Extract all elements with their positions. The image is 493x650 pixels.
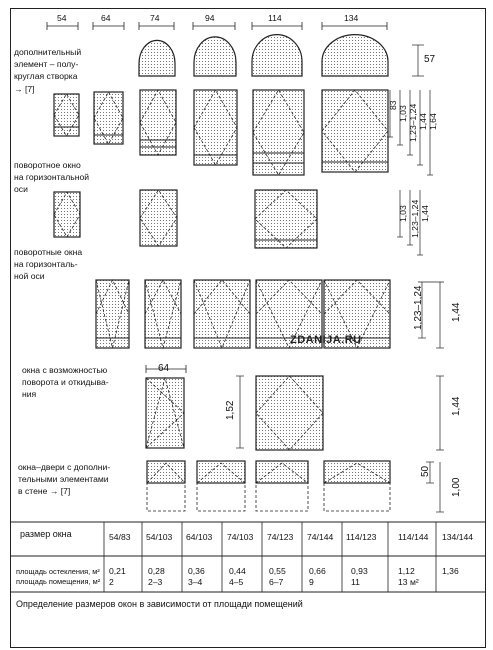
dim-row1-144: 1,44 (418, 113, 428, 130)
room-7: 13 м² (398, 577, 419, 587)
dim-row2-144: 1,44 (420, 205, 430, 222)
label-additional-1: дополнительный (14, 47, 82, 57)
dim-row1-164: 1,64 (428, 113, 438, 130)
glass-5: 0,66 (309, 566, 326, 576)
width-label-64: 64 (101, 13, 111, 23)
label-door-1: окна–двери с дополни- (18, 462, 111, 472)
room-label: площадь помещения, м² (16, 577, 101, 586)
arch-114 (252, 35, 302, 76)
window-74 (140, 90, 176, 155)
width-label-54: 54 (57, 13, 67, 23)
label-additional-4: → [7] (14, 84, 35, 94)
glass-3: 0,44 (229, 566, 246, 576)
dim-row5-a: 50 (420, 465, 431, 477)
dim-row4-mid: 1,52 (225, 400, 236, 420)
dim-row2-123: 1,23–1,24 (410, 199, 420, 238)
glass-4: 0,55 (269, 566, 286, 576)
label-tilt-turn-3: ния (22, 389, 37, 399)
label-tilt-turn-2: поворота и откидыва- (22, 377, 109, 387)
door-upper-panel (197, 461, 245, 483)
pivot-window-small (54, 192, 80, 237)
glass-6: 0,93 (351, 566, 368, 576)
label-pivot-multi-2: на горизонталь- (14, 259, 78, 269)
label-pivot-multi-1: поворотные окна (14, 247, 83, 257)
label-additional-2: элемент – полу- (14, 59, 79, 69)
room-0: 2 (109, 577, 114, 587)
dim-row4-width: 64 (158, 363, 170, 374)
size-4: 74/123 (267, 532, 294, 542)
label-pivot-single-3: оси (14, 184, 28, 194)
glass-8: 1,36 (442, 566, 459, 576)
size-6: 114/123 (346, 532, 377, 542)
tilt-turn-window-large (256, 376, 323, 450)
arch-74 (139, 40, 175, 76)
dim-row4-right: 1,44 (451, 396, 462, 416)
width-label-94: 94 (205, 13, 215, 23)
label-door-2: тельными элементами (18, 474, 109, 484)
label-additional-3: круглая створка (14, 71, 78, 81)
glass-label: площадь остекления, м² (16, 567, 100, 576)
window-94 (194, 90, 237, 165)
pivot-window-large (255, 190, 317, 248)
width-label-114: 114 (268, 13, 282, 23)
glass-7: 1,12 (398, 566, 415, 576)
arch-134 (322, 35, 388, 76)
door-lower-wall (256, 483, 308, 511)
dim-row2-103: 1,03 (398, 205, 408, 222)
label-door-3: в стене → [7] (18, 486, 71, 496)
arch-94 (194, 37, 236, 76)
dim-top-57: 57 (424, 54, 436, 65)
door-lower-wall (197, 483, 245, 511)
glass-1: 0,28 (148, 566, 165, 576)
dim-row3-123: 1,23–1,24 (413, 285, 424, 330)
door-upper-panel (256, 461, 308, 483)
tilt-turn-window (146, 378, 184, 448)
size-2: 64/103 (186, 532, 213, 542)
dim-row1-123: 1,23–1,24 (408, 103, 418, 142)
room-1: 2–3 (148, 577, 163, 587)
door-lower-wall (324, 483, 390, 511)
dim-row5-b: 1,00 (451, 477, 462, 497)
label-pivot-single-2: на горизонтальной (14, 172, 90, 182)
glass-0: 0,21 (109, 566, 126, 576)
room-6: 11 (351, 577, 360, 587)
size-8: 134/144 (442, 532, 474, 542)
label-pivot-multi-3: ной оси (14, 271, 45, 281)
door-upper-panel (147, 461, 185, 483)
size-7: 114/144 (398, 532, 429, 542)
size-3: 74/103 (227, 532, 254, 542)
caption: Определение размеров окон в зависимости от площади помещений (16, 599, 303, 609)
room-3: 4–5 (229, 577, 244, 587)
room-4: 6–7 (269, 577, 284, 587)
room-5: 9 (309, 577, 314, 587)
dim-row1-83: 83 (388, 100, 398, 110)
window-64-103 (94, 92, 123, 144)
dim-row1-103: 1,03 (398, 105, 408, 122)
size-1: 54/103 (146, 532, 173, 542)
label-pivot-single-1: поворотное окно (14, 160, 81, 170)
dim-row3-144: 1,44 (451, 302, 462, 322)
size-0: 54/83 (109, 532, 131, 542)
glass-2: 0,36 (188, 566, 205, 576)
watermark: ZDANIJA.RU (290, 334, 362, 346)
door-upper-panel (324, 461, 390, 483)
label-tilt-turn-1: окна с возможностью (22, 365, 108, 375)
size-5: 74/144 (307, 532, 334, 542)
width-label-134: 134 (344, 13, 359, 23)
table-header-label: размер окна (20, 529, 72, 539)
width-label-74: 74 (150, 13, 160, 23)
window-54-83 (54, 94, 79, 136)
door-lower-wall (147, 483, 185, 511)
window-134 (322, 90, 388, 172)
pivot-window-mid (140, 190, 177, 246)
room-2: 3–4 (188, 577, 203, 587)
window-114 (253, 90, 304, 175)
